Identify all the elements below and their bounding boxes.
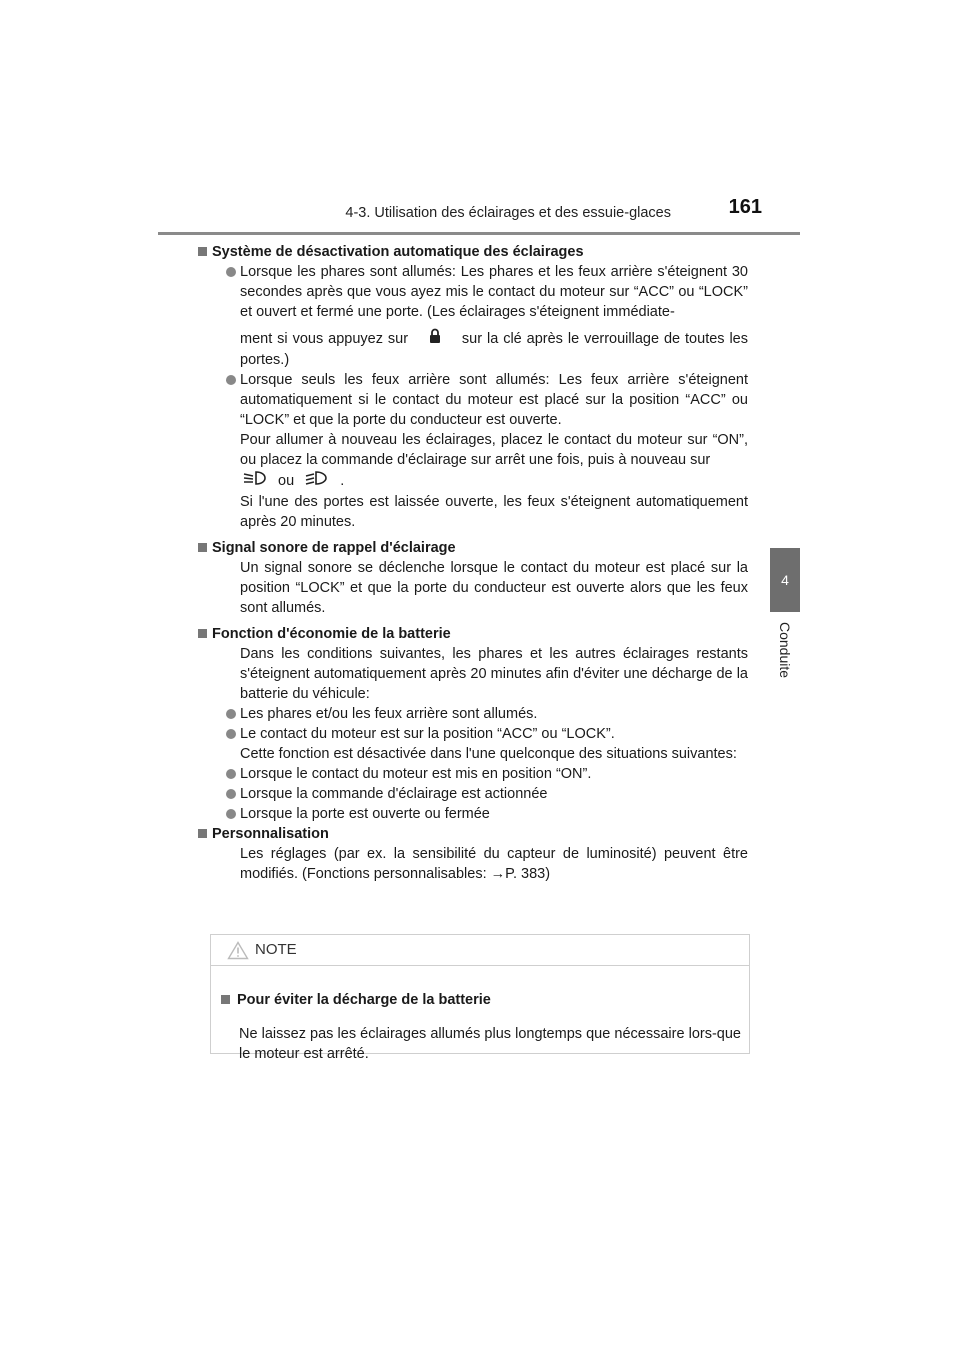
low-beam-headlight-icon [242, 470, 268, 492]
chapter-label: Conduite [777, 621, 794, 679]
square-bullet-icon [198, 829, 207, 838]
paragraph: Pour allumer à nouveau les éclairages, placez le contact du moteur sur “ON”, ou placez la commande d'éclairage sur arrêt une fois, puis à nouveau sur [240, 432, 748, 468]
bullet-item: Le contact du moteur est sur la position “ACC” ou “LOCK”. [212, 724, 748, 744]
header-rule [158, 232, 800, 235]
note-heading: Pour éviter la décharge de la batterie [237, 990, 741, 1010]
headlight-icon [304, 470, 330, 492]
main-content [212, 242, 748, 884]
paragraph: Un signal sonore se déclenche lorsque le contact du moteur est placé sur la position “LOCK” et que la porte du conducteur est ouverte alors que les feux sont allumés. [240, 560, 748, 616]
square-bullet-icon [198, 247, 207, 256]
bullet-item: Lorsque le contact du moteur est mis en position “ON”. [212, 764, 748, 784]
note-header [211, 935, 749, 966]
bullet-item: Lorsque les phares sont allumés: Les phares et les feux arrière s'éteignent 30 secondes après que vous ayez mis le contact du moteur sur “ACC” ou “LOCK” et ouvert et fermé une porte. (Les éclairages s'éteignent immédiate- ment si vous appuyez sur sur la clé après le verrouillage de toutes les portes.) [212, 262, 748, 370]
round-bullet-icon [226, 769, 236, 779]
bullet-item: Les phares et/ou les feux arrière sont allumés. [212, 704, 748, 724]
note-body [221, 975, 741, 1068]
paragraph: Cette fonction est désactivée dans l'une quelconque des situations suivantes: [240, 746, 737, 762]
round-bullet-icon [226, 267, 236, 277]
section-heading: Fonction d'économie de la batterie [212, 624, 748, 644]
paragraph: Si l'une des portes est laissée ouverte, les feux s'éteignent automatiquement après 20 minutes. [240, 494, 748, 530]
bullet-item: Lorsque seuls les feux arrière sont allumés: Les feux arrière s'éteignent automatiquement si le contact du moteur est placé sur la position “ACC” ou “LOCK” et que la porte du conducteur est ouverte. [212, 370, 748, 430]
chapter-label-container [760, 620, 810, 680]
paragraph-icons: ou . [212, 470, 748, 492]
round-bullet-icon [226, 789, 236, 799]
page-number: 161 [728, 196, 762, 218]
note-box [210, 934, 750, 1062]
header-section-title: 4-3. Utilisation des éclairages et des essuie-glaces [345, 205, 671, 221]
paragraph: Dans les conditions suivantes, les phares et les autres éclairages restants s'éteignent automatiquement après 20 minutes afin d'éviter une décharge de la batterie du véhicule: [240, 646, 748, 702]
note-text: Ne laissez pas les éclairages allumés plus longtemps que nécessaire lors-que le moteur est arrêté. [239, 1026, 741, 1062]
round-bullet-icon [226, 729, 236, 739]
note-title: NOTE [255, 941, 297, 958]
warning-triangle-icon [227, 941, 249, 965]
square-bullet-icon [198, 629, 207, 638]
round-bullet-icon [226, 375, 236, 385]
section-heading: Signal sonore de rappel d'éclairage [212, 538, 748, 558]
round-bullet-icon [226, 709, 236, 719]
round-bullet-icon [226, 809, 236, 819]
paragraph: Les réglages (par ex. la sensibilité du capteur de luminosité) peuvent être modifiés. (Fonctions personnalisables: →P. 383) [240, 846, 748, 882]
lock-icon [429, 328, 441, 350]
chapter-number: 4 [781, 572, 789, 588]
square-bullet-icon [198, 543, 207, 552]
section-heading: Système de désactivation automatique des éclairages [212, 242, 748, 262]
square-bullet-icon [221, 995, 230, 1004]
section-heading: Personnalisation [212, 824, 748, 844]
bullet-item: Lorsque la porte est ouverte ou fermée [212, 804, 748, 824]
chapter-tab [770, 548, 800, 612]
bullet-item: Lorsque la commande d'éclairage est actionnée [212, 784, 748, 804]
